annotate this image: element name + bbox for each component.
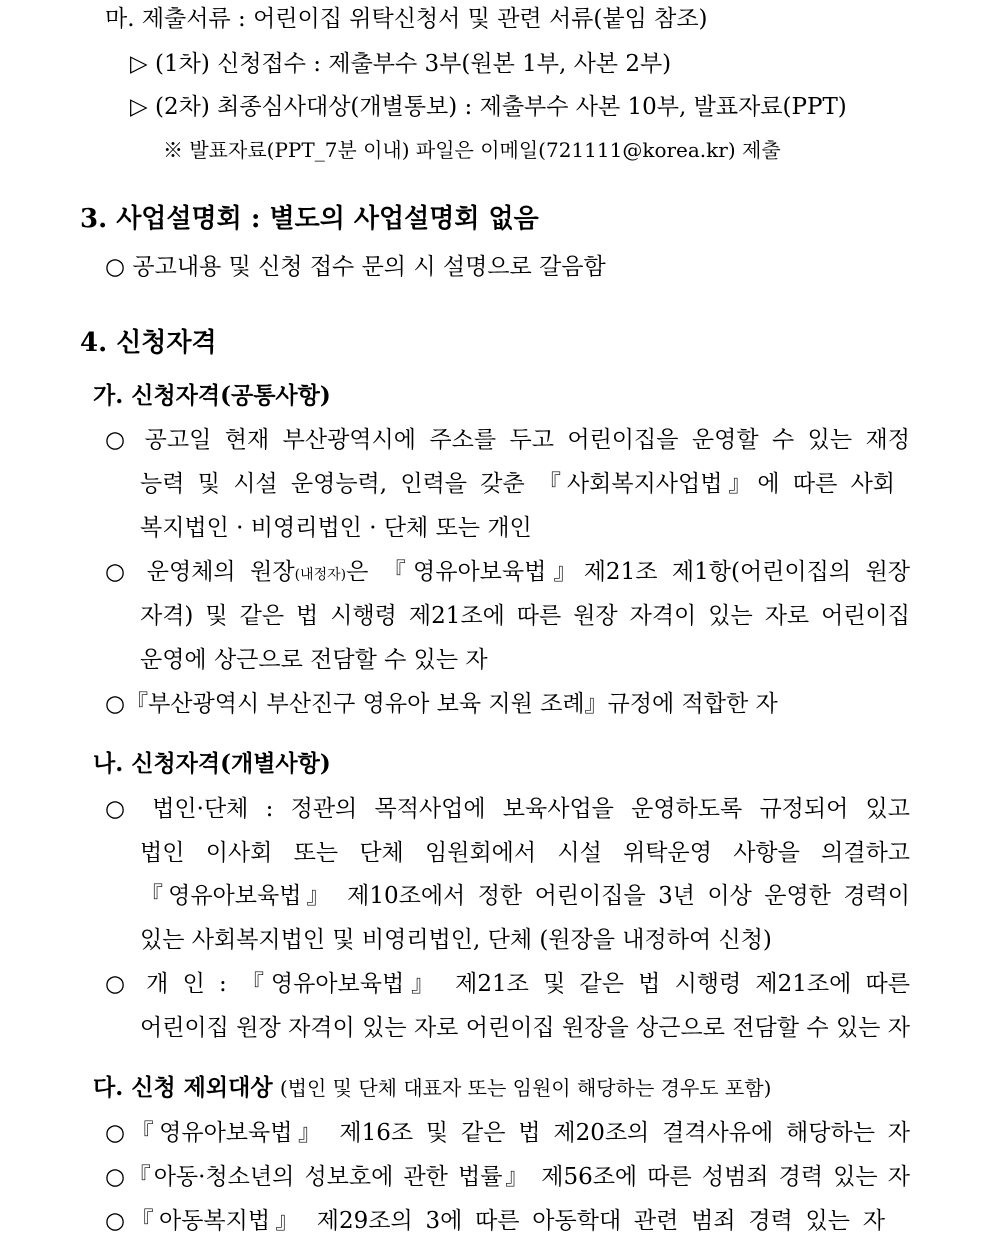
section-3-title: 3. 사업설명회 : 별도의 사업설명회 없음 <box>80 204 539 234</box>
na-item2-line2: 어린이집 원장 자격이 있는 자로 어린이집 원장을 상근으로 전담할 수 있는 자 <box>140 1015 910 1041</box>
ga-item2-line3: 운영에 상근으로 전담할 수 있는 자 <box>140 647 488 673</box>
section-da-title: 다. 신청 제외대상 <box>93 1074 273 1101</box>
ga-item2-small: (내정자) <box>294 567 347 583</box>
section-ma-label: 마. 제출서류 : 어린이집 위탁신청서 및 관련 서류(붙임 참조) <box>105 6 708 32</box>
submission-item-2: ▷ (2차) 최종심사대상(개별통보) : 제출부수 사본 10부, 발표자료(PPT) <box>130 94 847 120</box>
na-item1-line1: ○ 법인·단체 : 정관의 목적사업에 보육사업을 운영하도록 규정되어 있고 <box>105 796 910 822</box>
na-item1-line4: 있는 사회복지법인 및 비영리법인, 단체 (원장을 내정하여 신청) <box>140 927 772 953</box>
section-da-note: (법인 및 단체 대표자 또는 임원이 해당하는 경우도 포함) <box>279 1076 772 1100</box>
section-3-item: ○ 공고내용 및 신청 접수 문의 시 설명으로 갈음함 <box>105 254 606 280</box>
section-da-heading <box>93 1073 771 1103</box>
na-item2-line1: ○ 개 인 : 『영유아보육법』 제21조 및 같은 법 시행령 제21조에 따른 <box>105 971 910 997</box>
ga-item3: ○『부산광역시 부산진구 영유아 보육 지원 조례』규정에 적합한 자 <box>105 691 778 717</box>
da-item-1: ○『영유아보육법』 제16조 및 같은 법 제20조의 결격사유에 해당하는 자 <box>105 1120 910 1146</box>
submission-note: ※ 발표자료(PPT_7분 이내) 파일은 이메일(721111@korea.kr) 제출 <box>163 138 781 162</box>
section-ga-title: 가. 신청자격(공통사항) <box>93 382 331 409</box>
ga-item2-line2: 자격) 및 같은 법 시행령 제21조에 따른 원장 자격이 있는 자로 어린이집 <box>140 603 910 629</box>
ga-item1-line2: 능력 및 시설 운영능력, 인력을 갖춘 『사회복지사업법』에 따른 사회 <box>140 471 895 497</box>
ga-item1-line3: 복지법인 · 비영리법인 · 단체 또는 개인 <box>140 515 532 541</box>
na-item1-line3: 『영유아보육법』 제10조에서 정한 어린이집을 3년 이상 운영한 경력이 <box>140 883 910 909</box>
da-item-2: ○『아동·청소년의 성보호에 관한 법률』 제56조에 따른 성범죄 경력 있는 자 <box>105 1164 910 1190</box>
section-4-title: 4. 신청자격 <box>80 328 217 358</box>
submission-item-1: ▷ (1차) 신청접수 : 제출부수 3부(원본 1부, 사본 2부) <box>130 51 672 77</box>
ga-item2-line1: ○ 운영체의 원장(내정자)은 『영유아보육법』제21조 제1항(어린이집의 원장 <box>105 559 911 585</box>
ga-item1-line1: ○ 공고일 현재 부산광역시에 주소를 두고 어린이집을 운영할 수 있는 재정 <box>105 427 910 453</box>
section-na-title: 나. 신청자격(개별사항) <box>93 750 331 777</box>
na-item1-line2: 법인 이사회 또는 단체 임원회에서 시설 위탁운영 사항을 의결하고 <box>140 840 910 866</box>
da-item-3: ○『아동복지법』 제29조의 3에 따른 아동학대 관련 범죄 경력 있는 자 <box>105 1208 885 1234</box>
